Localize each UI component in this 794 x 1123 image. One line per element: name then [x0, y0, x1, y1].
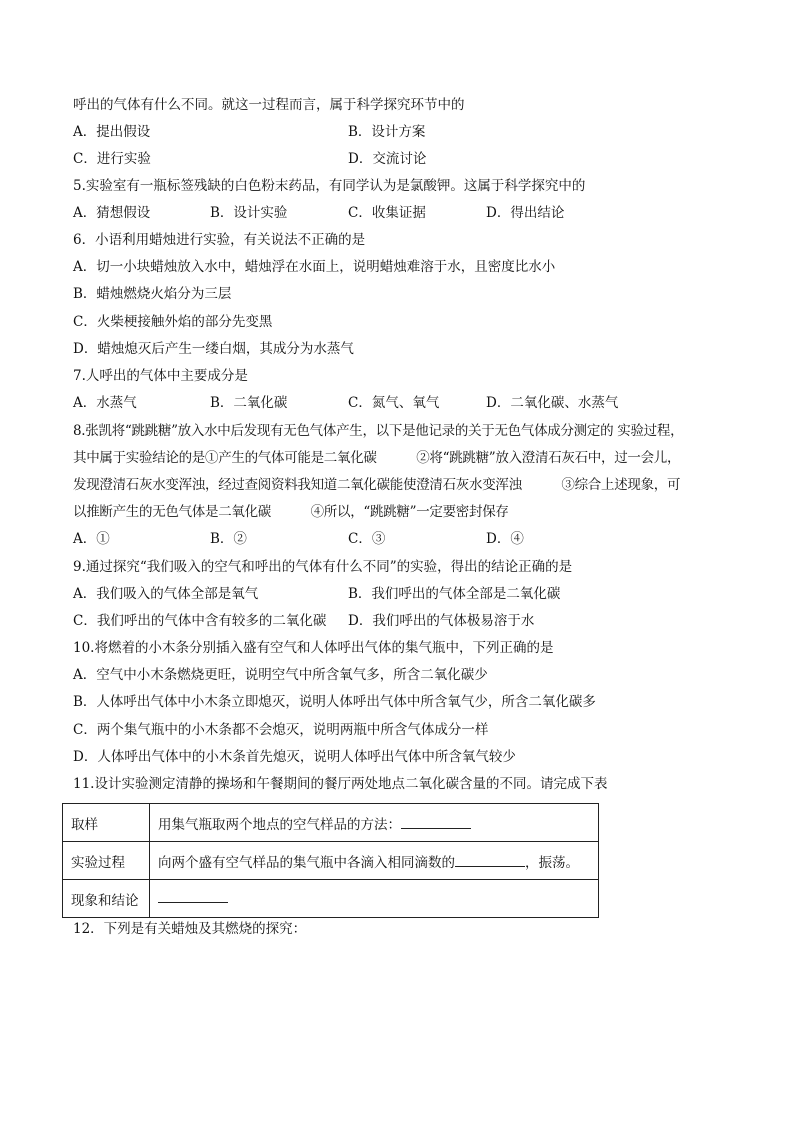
q11-table [62, 803, 599, 918]
q4-option-c: C．进行实验 [73, 151, 151, 167]
q10-option-c: C．两个集气瓶中的小木条都不会熄灭，说明两瓶中所含气体成分一样 [73, 722, 489, 738]
q8-line-1: 8.张凯将“跳跳糖”放入水中后发现有无色气体产生，以下是他记录的关于无色气体成分测定的 实验过程， [73, 423, 684, 439]
q6-option-b: B．蜡烛燃烧火焰分为三层 [73, 286, 232, 302]
answer-blank[interactable] [401, 816, 471, 829]
row-label: 现象和结论 [63, 880, 150, 918]
q7-option-c: C．氮气、氧气 [348, 395, 440, 411]
q8-option-a: A．① [73, 531, 110, 547]
q7-option-a: A．水蒸气 [73, 395, 137, 411]
q9-option-a: A．我们吸入的气体全部是氧气 [73, 586, 259, 602]
q10-option-d: D．人体呼出气体中的小木条首先熄灭，说明人体呼出气体中所含氧气较少 [73, 749, 516, 765]
q8-option-b: B．② [210, 531, 247, 547]
q8-line-2: 其中属于实验结论的是①产生的气体可能是二氧化碳 ②将“跳跳糖”放入澄清石灰石中，过一会儿， [73, 450, 681, 466]
q5-option-b: B．设计实验 [210, 205, 288, 221]
q4-option-b: B．设计方案 [348, 124, 426, 140]
table-row [63, 842, 599, 880]
table-row [63, 880, 599, 918]
q11-stem: 11.设计实验测定清静的操场和午餐期间的餐厅两处地点二氧化碳含量的不同。请完成下表 [73, 776, 608, 792]
q4-option-d: D．交流讨论 [348, 151, 427, 167]
row-text: 向两个盛有空气样品的集气瓶中各滴入相同滴数的 [158, 854, 455, 871]
q4-option-a: A．提出假设 [73, 124, 151, 140]
q10-stem: 10.将燃着的小木条分别插入盛有空气和人体呼出气体的集气瓶中，下列正确的是 [73, 640, 554, 656]
q4-stem: 呼出的气体有什么不同。就这一过程而言，属于科学探究环节中的 [73, 97, 465, 113]
q9-option-d: D．我们呼出的气体极易溶于水 [348, 613, 535, 629]
q5-option-a: A．猜想假设 [73, 205, 151, 221]
q10-option-a: A．空气中小木条燃烧更旺，说明空气中所含氧气多，所含二氧化碳少 [73, 667, 488, 683]
row-content [150, 804, 599, 842]
q9-option-c: C．我们呼出的气体中含有较多的二氧化碳 [73, 613, 327, 629]
q6-option-d: D．蜡烛熄灭后产生一缕白烟，其成分为水蒸气 [73, 341, 354, 357]
q7-option-d: D．二氧化碳、水蒸气 [486, 395, 619, 411]
row-content [150, 842, 599, 880]
q9-option-b: B．我们呼出的气体全部是二氧化碳 [348, 586, 561, 602]
q8-option-d: D．④ [486, 531, 524, 547]
q6-option-c: C．火柴梗接触外焰的部分先变黑 [73, 314, 273, 330]
row-label: 实验过程 [63, 842, 150, 880]
q8-line-3: 发现澄清石灰水变浑浊，经过查阅资料我知道二氧化碳能使澄清石灰水变浑浊 ③综合上述现象，可 [73, 477, 681, 493]
q5-option-c: C．收集证据 [348, 205, 426, 221]
q7-stem: 7.人呼出的气体中主要成分是 [73, 368, 248, 384]
q7-option-b: B．二氧化碳 [210, 395, 288, 411]
q6-option-a: A．切一小块蜡烛放入水中，蜡烛浮在水面上，说明蜡烛难溶于水，且密度比水小 [73, 259, 556, 275]
answer-blank[interactable] [455, 854, 525, 867]
q6-stem: 6．小语利用蜡烛进行实验，有关说法不正确的是 [73, 232, 366, 248]
q8-option-c: C．③ [348, 531, 386, 547]
q9-stem: 9.通过探究“我们吸入的空气和呼出的气体有什么不同”的实验，得出的结论正确的是 [73, 559, 573, 575]
q8-line-4: 以推断产生的无色气体是二氧化碳 ④所以，“跳跳糖”一定要密封保存 [73, 504, 509, 520]
q12-stem: 12．下列是有关蜡烛及其燃烧的探究： [73, 921, 307, 937]
q5-stem: 5.实验室有一瓶标签残缺的白色粉末药品，有同学认为是氯酸钾。这属于科学探究中的 [73, 178, 586, 194]
row-label: 取样 [63, 804, 150, 842]
q5-option-d: D．得出结论 [486, 205, 565, 221]
row-suffix: ，振荡。 [525, 854, 579, 871]
table-row [63, 804, 599, 842]
row-text: 用集气瓶取两个地点的空气样品的方法： [158, 816, 401, 833]
answer-blank[interactable] [158, 890, 228, 903]
q10-option-b: B．人体呼出气体中小木条立即熄灭，说明人体呼出气体中所含氧气少，所含二氧化碳多 [73, 694, 596, 710]
row-content [150, 880, 599, 918]
